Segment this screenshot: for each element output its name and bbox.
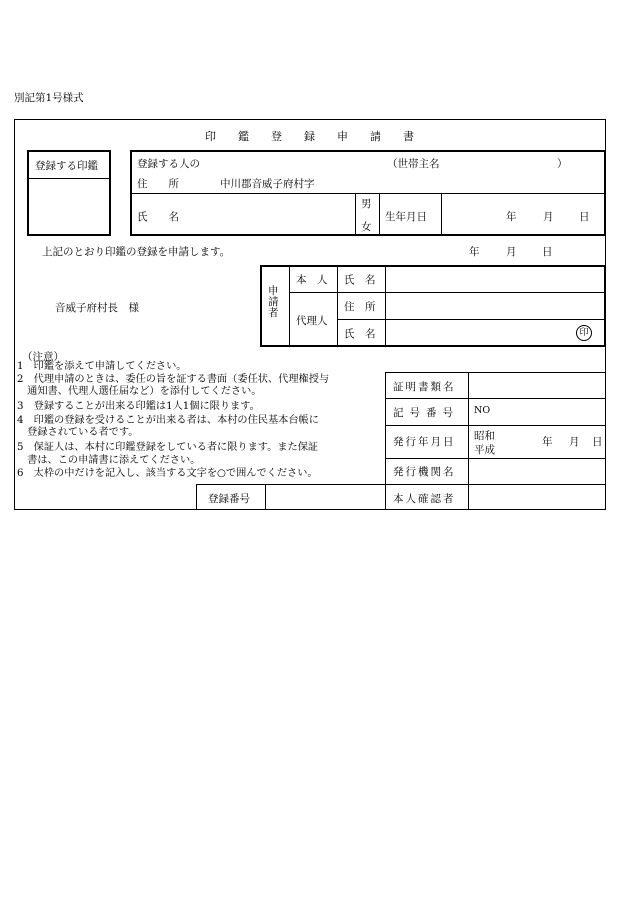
addressee: 音威子府村長 様 bbox=[55, 302, 139, 314]
agent-address-label: 住 所 bbox=[344, 301, 376, 313]
verifier-label: 本人確認者 bbox=[393, 493, 456, 505]
declaration-month: 月 bbox=[506, 246, 517, 258]
issue-month-label: 月 bbox=[569, 436, 580, 448]
number-value: NO bbox=[474, 405, 491, 416]
note-line: 書は、この申請書に添えてください。 bbox=[17, 455, 201, 466]
self-name-label: 氏 名 bbox=[344, 274, 376, 286]
note-line: 通知書、代理人選任届など）を添付してください。 bbox=[17, 386, 262, 397]
applicant-agent-label[interactable]: 代理人 bbox=[296, 315, 328, 327]
era-heisei[interactable]: 平成 bbox=[474, 444, 495, 456]
note-line: 1 印鑑を添えて申請してください。 bbox=[17, 361, 187, 372]
address-value[interactable]: 中川郡音威子府村字 bbox=[220, 178, 315, 190]
note-line: 3 登録することが出来る印鑑は1人1個に限ります。 bbox=[17, 401, 260, 412]
seal-box-label: 登録する印鑑 bbox=[35, 160, 98, 172]
form-number-label: 別記第1号様式 bbox=[14, 92, 84, 104]
form-title: 印鑑登録申請書 bbox=[205, 130, 436, 143]
note-line: 4 印鑑の登録を受けることが出来る者は、本村の住民基本台帳に bbox=[17, 415, 319, 426]
issue-day-label: 日 bbox=[592, 436, 603, 448]
birth-day-label: 日 bbox=[579, 211, 590, 223]
household-head-close: ） bbox=[557, 158, 568, 170]
declaration-year: 年 bbox=[469, 246, 480, 258]
sex-female-option[interactable]: 女 bbox=[361, 221, 372, 233]
era-showa[interactable]: 昭和 bbox=[474, 430, 495, 442]
note-line: 2 代理申請のときは、委任の旨を証する書面（委任状、代理権授与 bbox=[17, 374, 330, 385]
address-label: 住 所 bbox=[137, 178, 179, 190]
household-head-label: （世帯主名 bbox=[387, 158, 440, 170]
agent-name-label: 氏 名 bbox=[344, 328, 376, 340]
birth-year-label: 年 bbox=[506, 211, 517, 223]
issue-date-label: 発行年月日 bbox=[393, 436, 456, 448]
notes-heading: （注意） bbox=[22, 351, 64, 363]
registrant-heading: 登録する人の bbox=[137, 158, 200, 170]
registration-number-label: 登録番号 bbox=[208, 493, 250, 505]
note-line: 登録されている者です。 bbox=[17, 427, 139, 438]
note-line: 5 保証人は、本村に印鑑登録をしている者に限ります。また保証 bbox=[17, 442, 319, 453]
issuer-label: 発行機関名 bbox=[393, 466, 456, 478]
birth-month-label: 月 bbox=[543, 211, 554, 223]
note-line: 6 太枠の中だけを記入し、該当する文字を○で囲んでください。 bbox=[17, 468, 318, 479]
birth-date-label: 生年月日 bbox=[385, 211, 427, 223]
applicant-label: 申 請 者 bbox=[268, 285, 279, 319]
sex-male-option[interactable]: 男 bbox=[361, 198, 372, 210]
declaration-day: 日 bbox=[542, 246, 553, 258]
name-label: 氏 名 bbox=[137, 211, 179, 223]
applicant-self-label[interactable]: 本 人 bbox=[296, 274, 328, 286]
cert-type-label: 証明書類名 bbox=[393, 381, 456, 393]
seal-mark-icon: 印 bbox=[576, 325, 592, 341]
number-label: 記号番号 bbox=[393, 407, 459, 419]
issue-year-label: 年 bbox=[542, 436, 553, 448]
declaration-text: 上記のとおり印鑑の登録を申請します。 bbox=[42, 246, 231, 258]
